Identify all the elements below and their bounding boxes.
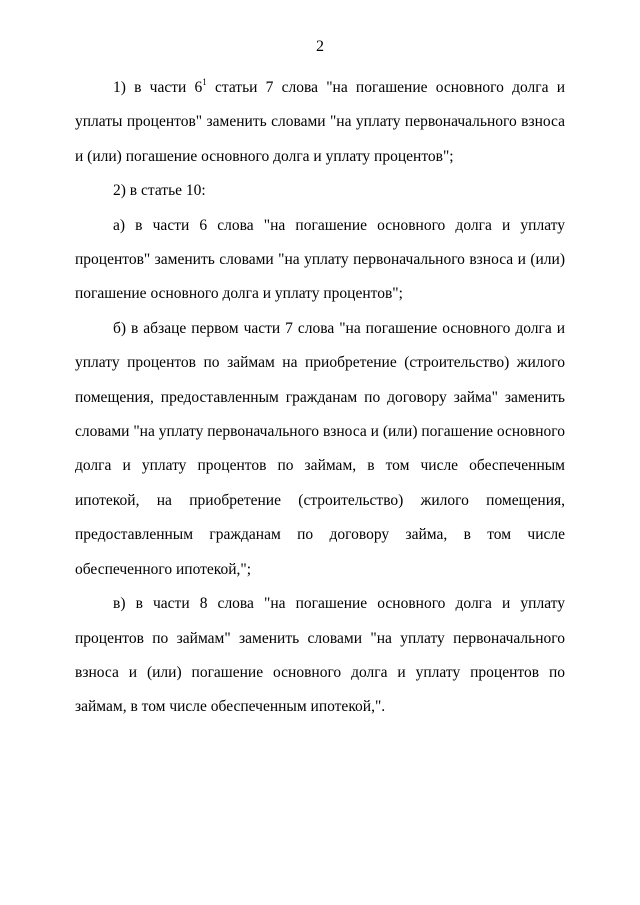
paragraph-subitem-v: в) в части 8 слова "на погашение основного долга и уплату процентов по займам" заменить словами "на уплату первоначального взноса и (или) погашение основного долга и уплату процентов по займам, в том числе обеспеченным ипотекой,".	[75, 595, 565, 716]
paragraph-item-2: 2) в статье 10:	[113, 182, 206, 200]
paragraph-item-1-text: 1) в части 6	[113, 79, 203, 96]
superscript-index: 1	[202, 77, 207, 87]
paragraph-subitem-a: а) в части 6 слова "на погашение основного долга и уплату процентов" заменить словами "на уплату первоначального взноса и (или) погашение основного долга и уплату процентов";	[75, 216, 565, 303]
paragraph-subitem-b: б) в абзаце первом части 7 слова "на погашение основного долга и уплату процентов по займам на приобретение (строительство) жилого помещения, предоставленным гражданам по договору займа" заменить словами "на уплату первоначального взноса и (или) погашение основного долга и уплату процентов по займам, в том числе обеспеченным ипотекой, на приобретение (строительство) жилого помещения, предоставленным гражданам по договору займа, в том числе обеспеченного ипотекой,";	[75, 319, 565, 578]
document-body	[75, 71, 565, 725]
page-number: 2	[316, 38, 324, 55]
paragraph-item-1	[75, 71, 565, 174]
paragraph-item-1-text-cont: статьи 7 слова "на погашение основного долга и уплаты процентов" заменить словами "на уплату первоначального взноса и (или) погашение основного долга и уплату процентов";	[75, 79, 565, 165]
